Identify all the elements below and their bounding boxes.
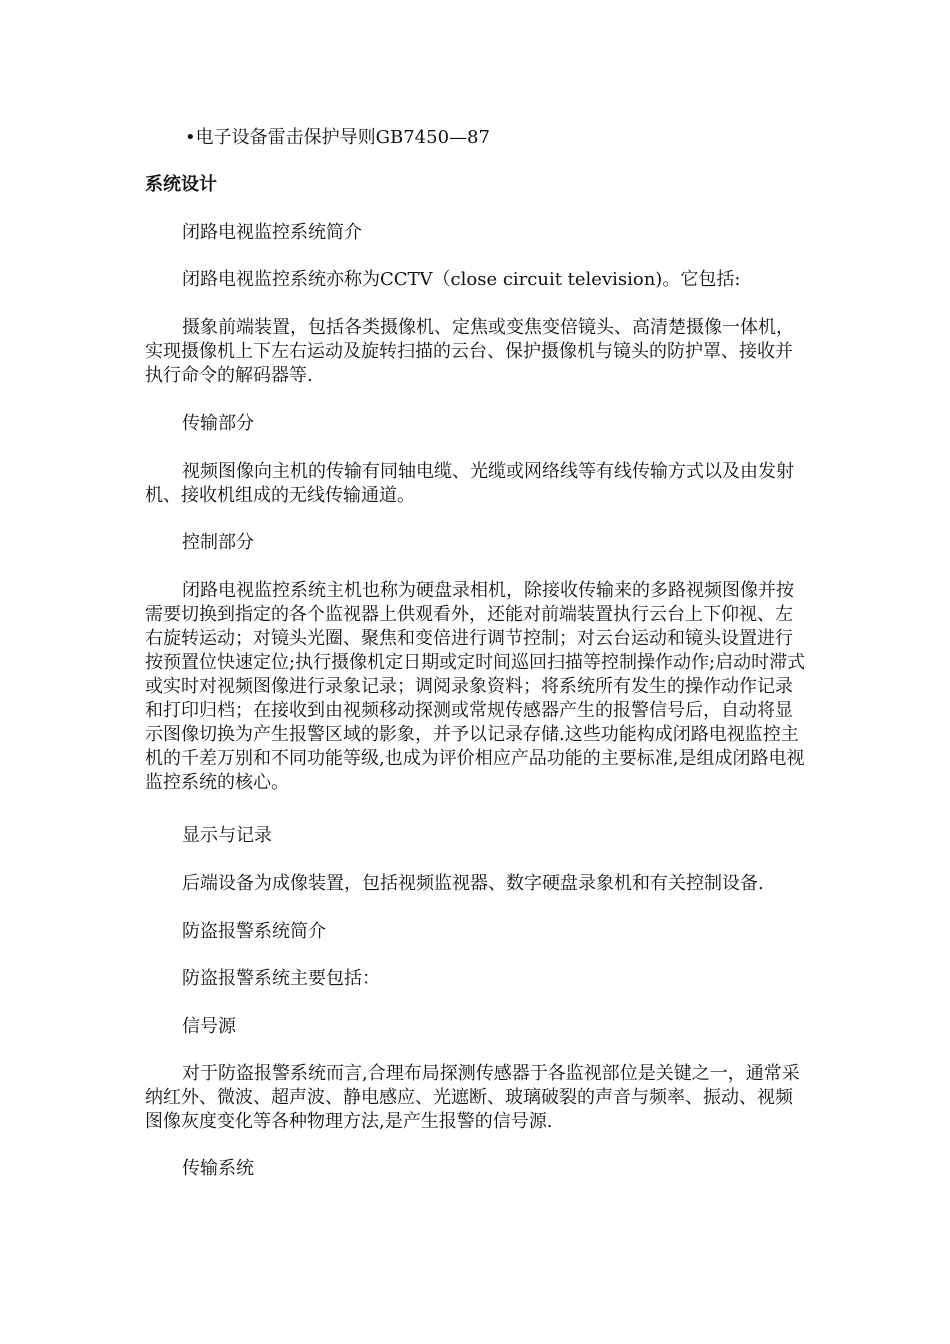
paragraph: 闭路电视监控系统主机也称为硬盘录相机，除接收传输来的多路视频图像并按需要切换到指定的各个监视器上供观看外，还能对前端装置执行云台上下仰视、左右旋转运动；对镜头光圈、聚焦和变倍进行调节控制；对云台运动和镜头设置进行按预置位快速定位;执行摄像机定日期或定时间巡回扫描等控制操作动作;启动时滞式或实时对视频图像进行录象记录；调阅录象资料；将系统所有发生的操作动作记录和打印归档；在接收到由视频移动探测或常规传感器产生的报警信号后，自动将显示图像切换为产生报警区域的影象，并予以记录存储.这些功能构成闭路电视监控主机的千差万别和不同功能等级,也成为评价相应产品功能的主要标准,是组成闭路电视监控系统的核心。	[145, 580, 806, 793]
paragraph: 防盗报警系统主要包括：	[182, 968, 380, 989]
paragraph: 后端设备为成像装置，包括视频监视器、数字硬盘录象机和有关控制设备.	[182, 873, 764, 894]
paragraph: 闭路电视监控系统亦称为CCTV（close circuit television)。它包括:	[182, 269, 741, 290]
paragraph: 摄象前端装置，包括各类摄像机、定焦或变焦变倍镜头、高清楚摄像一体机，实现摄像机上下左右运动及旋转扫描的云台、保护摄像机与镜头的防护罩、接收并执行命令的解码器等.	[145, 317, 794, 386]
paragraph: 控制部分	[182, 532, 254, 553]
paragraph: 传输系统	[182, 1158, 254, 1179]
paragraph: 视频图像向主机的传输有同轴电缆、光缆或网络线等有线传输方式以及由发射机、接收机组成的无线传输通道。	[145, 461, 794, 506]
paragraph: 防盗报警系统简介	[182, 921, 326, 942]
bullet-text: 电子设备雷击保护导则GB7450—87	[195, 127, 490, 148]
paragraph: 传输部分	[182, 413, 254, 434]
paragraph: 显示与记录	[182, 825, 272, 846]
paragraph: 信号源	[182, 1016, 236, 1037]
bullet-item	[185, 126, 490, 150]
bullet-marker: •	[185, 127, 196, 148]
section-heading: 系统设计	[145, 174, 217, 195]
paragraph: 闭路电视监控系统简介	[182, 222, 362, 243]
paragraph: 对于防盗报警系统而言,合理布局探测传感器于各监视部位是关键之一，通常采纳红外、微波、超声波、静电感应、光遮断、玻璃破裂的声音与频率、振动、视频图像灰度变化等各种物理方法,是产生报警的信号源.	[145, 1063, 800, 1132]
